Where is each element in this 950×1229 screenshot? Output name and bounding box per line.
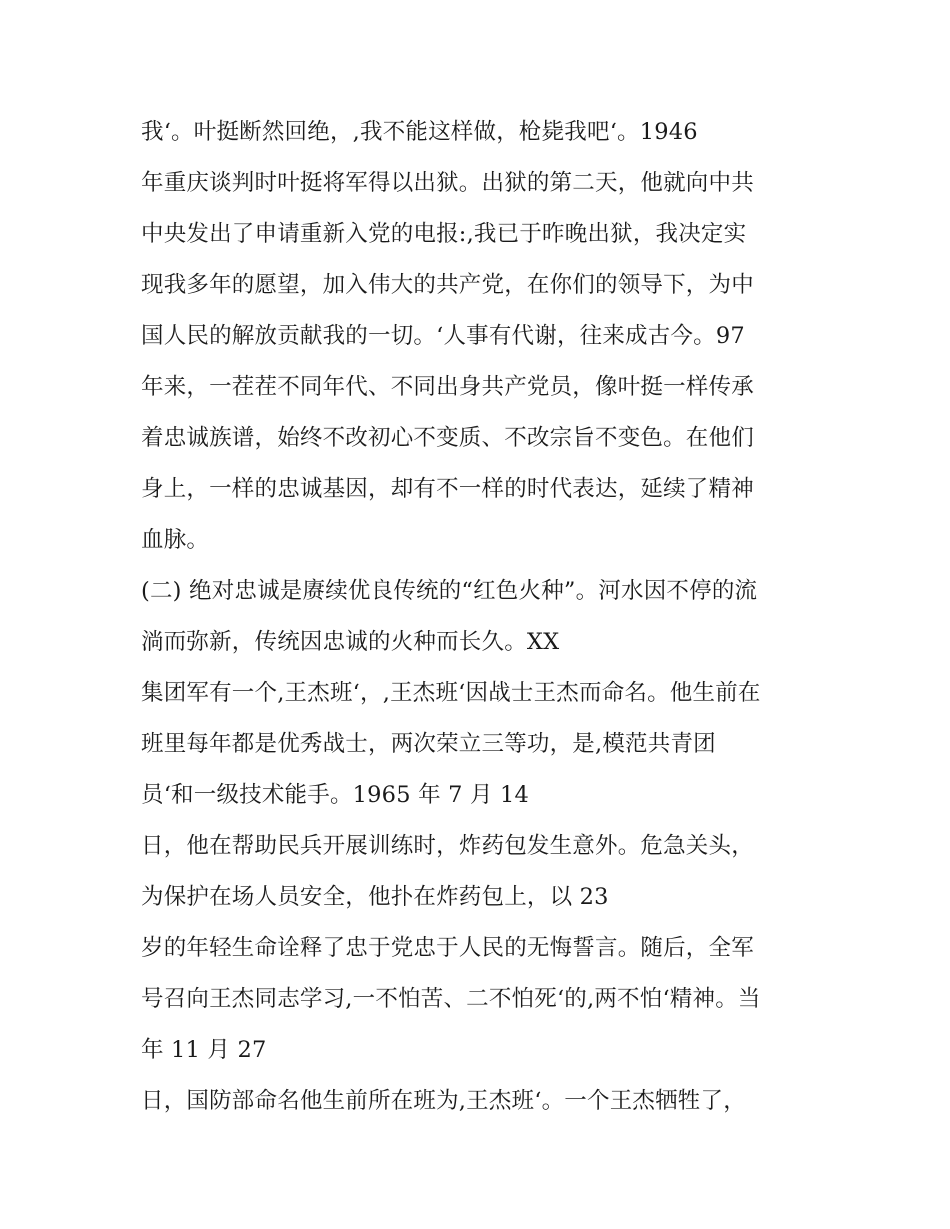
text-line: 年重庆谈判时叶挺将军得以出狱。出狱的第二天，他就向中共: [141, 170, 754, 196]
text-line: 日，他在帮助民兵开展训练时，炸药包发生意外。危急关头，: [141, 833, 754, 859]
text-line: 集团军有一个,王杰班‘，,王杰班‘因战士王杰而命名。他生前在: [141, 680, 761, 706]
text-line: 日，国防部命名他生前所在班为,王杰班‘。一个王杰牺牲了，: [141, 1088, 746, 1114]
text-line: 现我多年的愿望，加入伟大的共产党，在你们的领导下，为中: [141, 272, 754, 298]
body-text: [141, 107, 821, 1127]
text-line: 着忠诚族谱，始终不改初心不变质、不改宗旨不变色。在他们: [141, 425, 754, 451]
text-line: 身上，一样的忠诚基因，却有不一样的时代表达，延续了精神: [141, 476, 754, 502]
text-line: 血脉。: [141, 527, 210, 553]
text-line: 年来，一茬茬不同年代、不同出身共产党员，像叶挺一样传承: [141, 374, 754, 400]
text-line: (二) 绝对忠诚是赓续优良传统的“红色火种”。河水因不停的流: [141, 578, 758, 604]
text-line: 班里每年都是优秀战士，两次荣立三等功，是,模范共青团: [141, 731, 716, 757]
text-line: 淌而弥新，传统因忠诚的火种而长久。XX: [141, 629, 560, 655]
text-line: 中央发出了申请重新入党的电报:,我已于昨晚出狱，我决定实: [141, 221, 747, 247]
text-line: 岁的年轻生命诠释了忠于党忠于人民的无悔誓言。随后，全军: [141, 935, 754, 961]
text-line: 国人民的解放贡献我的一切。‘人事有代谢，往来成古今。97: [141, 323, 745, 349]
text-line: 我‘。叶挺断然回绝，,我不能这样做，枪毙我吧‘。1946: [141, 119, 698, 145]
text-line: 员‘和一级技术能手。1965 年 7 月 14: [141, 782, 530, 808]
text-line: 号召向王杰同志学习,一不怕苦、二不怕死‘的,两不怕‘精神。当: [141, 986, 761, 1012]
text-line: 年 11 月 27: [141, 1037, 267, 1063]
text-line: 为保护在场人员安全，他扑在炸药包上，以 23: [141, 884, 609, 910]
